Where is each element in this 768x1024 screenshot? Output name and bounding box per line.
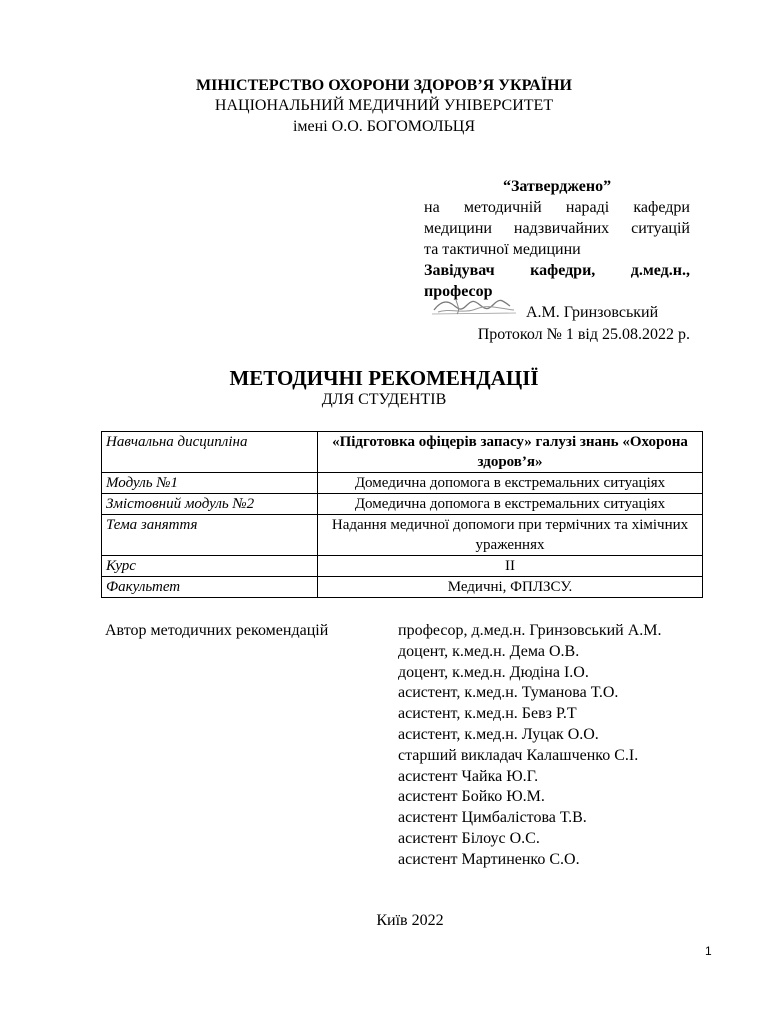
row-value: «Підготовка офіцерів запасу» галузі знань «Охорона здоров’я» xyxy=(318,432,703,473)
approval-block xyxy=(424,176,690,345)
page-number: 1 xyxy=(705,944,712,958)
approval-line: медицини надзвичайних ситуацій xyxy=(424,220,690,237)
table-row xyxy=(102,515,703,556)
doc-title: МЕТОДИЧНІ РЕКОМЕНДАЦІЇ xyxy=(229,366,539,390)
authors-list xyxy=(398,621,662,871)
list-item: асистент Цимбалістова Т.В. xyxy=(398,809,587,827)
table-row xyxy=(102,473,703,494)
approval-line: на методичній нараді кафедри xyxy=(424,199,690,216)
signer-name: А.М. Гринзовський xyxy=(526,304,659,321)
row-value: Домедична допомога в екстремальних ситуаціях xyxy=(318,473,703,494)
row-key: Навчальна дисципліна xyxy=(102,432,318,473)
row-value: Надання медичної допомоги при термічних та хімічних ураженнях xyxy=(318,515,703,556)
list-item: асистент Мартиненко С.О. xyxy=(398,850,580,868)
list-item: асистент, к.мед.н. Бевз Р.Т xyxy=(398,705,577,723)
list-item: асистент Чайка Ю.Г. xyxy=(398,767,539,785)
row-value: ІІ xyxy=(318,556,703,577)
university-heading: НАЦІОНАЛЬНИЙ МЕДИЧНИЙ УНІВЕРСИТЕТ xyxy=(214,97,554,114)
info-table xyxy=(101,431,703,598)
doc-subtitle: ДЛЯ СТУДЕНТІВ xyxy=(321,391,447,408)
city-year: Київ 2022 xyxy=(376,912,444,929)
row-key: Факультет xyxy=(102,577,318,598)
department-head-title: Завідувач кафедри, д.мед.н., xyxy=(424,262,690,279)
table-row xyxy=(102,432,703,473)
row-key: Тема заняття xyxy=(102,515,318,556)
table-row xyxy=(102,494,703,515)
row-value: Домедична допомога в екстремальних ситуаціях xyxy=(318,494,703,515)
row-key: Змістовний модуль №2 xyxy=(102,494,318,515)
list-item: асистент Бойко Ю.М. xyxy=(398,788,545,806)
list-item: асистент, к.мед.н. Туманова Т.О. xyxy=(398,684,619,702)
signature-image xyxy=(430,296,520,318)
department-head-rank: професор xyxy=(424,283,493,300)
authors-label: Автор методичних рекомендацій xyxy=(105,622,329,639)
list-item: асистент Білоус О.С. xyxy=(398,829,540,847)
protocol-line: Протокол № 1 від 25.08.2022 р. xyxy=(477,326,690,343)
row-value: Медичні, ФПЛЗСУ. xyxy=(318,577,703,598)
row-key: Курс xyxy=(102,556,318,577)
list-item: доцент, к.мед.н. Дема О.В. xyxy=(398,642,580,660)
ministry-heading: МІНІСТЕРСТВО ОХОРОНИ ЗДОРОВ’Я УКРАЇНИ xyxy=(196,77,572,94)
list-item: професор, д.мед.н. Гринзовський А.М. xyxy=(398,622,662,639)
approval-line: та тактичної медицини xyxy=(424,241,581,258)
list-item: доцент, к.мед.н. Дюдіна І.О. xyxy=(398,663,589,681)
approval-title: “Затверджено” xyxy=(502,178,612,195)
row-key: Модуль №1 xyxy=(102,473,318,494)
list-item: асистент, к.мед.н. Луцак О.О. xyxy=(398,725,599,743)
university-named-after: імені О.О. БОГОМОЛЬЦЯ xyxy=(292,118,476,135)
list-item: старший викладач Калашченко С.І. xyxy=(398,746,639,764)
table-row xyxy=(102,556,703,577)
table-row xyxy=(102,577,703,598)
